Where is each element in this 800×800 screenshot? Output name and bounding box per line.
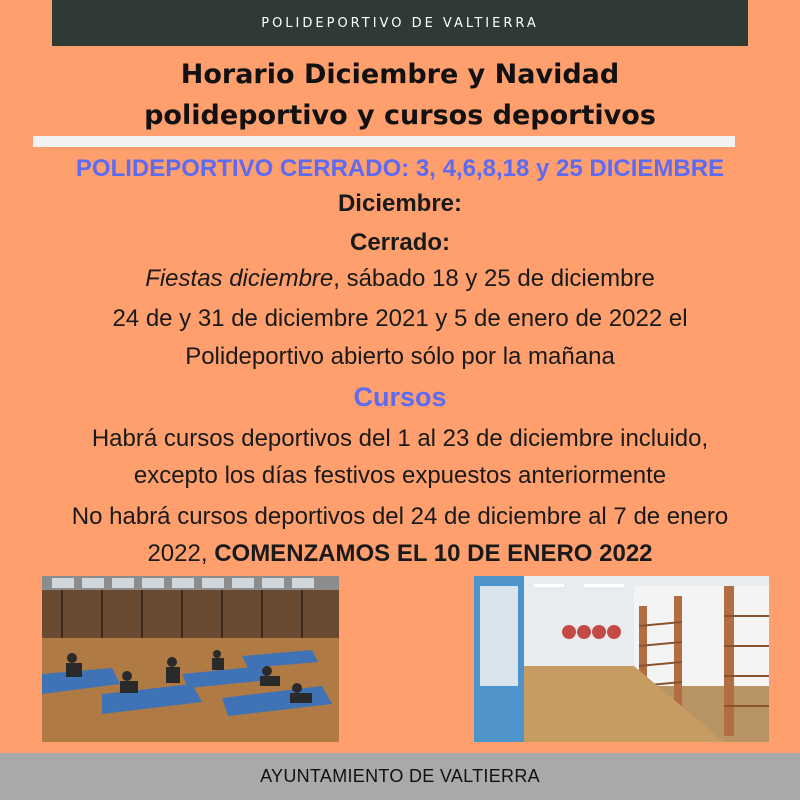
december-line-2: 24 de y 31 de diciembre 2021 y 5 de enero de 2022 el bbox=[112, 305, 688, 332]
courses-line-4 bbox=[0, 540, 800, 568]
courses-line-1: Habrá cursos deportivos del 1 al 23 de diciembre incluido, bbox=[91, 425, 709, 452]
courses-heading: Cursos bbox=[353, 382, 447, 412]
closed-notice: POLIDEPORTIVO CERRADO: 3, 4,6,8,18 y 25 DICIEMBRE bbox=[75, 155, 725, 182]
title-line-1: Horario Diciembre y Navidad bbox=[180, 59, 620, 90]
title-line-2: polideportivo y cursos deportivos bbox=[144, 100, 656, 131]
fiestas-italic: Fiestas diciembre bbox=[145, 265, 334, 292]
page-title bbox=[0, 54, 800, 136]
footer-bar bbox=[0, 753, 800, 800]
header-bar bbox=[52, 0, 748, 46]
december-heading: Diciembre: bbox=[337, 190, 463, 217]
fiestas-rest: , sábado 18 y 25 de diciembre bbox=[333, 265, 655, 292]
gym-room-photo bbox=[474, 576, 769, 742]
courses-line-2: excepto los días festivos expuestos anteriormente bbox=[133, 462, 667, 489]
header-label: POLIDEPORTIVO DE VALTIERRA bbox=[261, 15, 539, 31]
courses-line-4-prefix: 2022, bbox=[147, 540, 215, 567]
december-line-3: Polideportivo abierto sólo por la mañana bbox=[185, 343, 615, 370]
closed-heading: Cerrado: bbox=[349, 229, 451, 256]
title-divider bbox=[33, 136, 735, 147]
gym-class-photo bbox=[42, 576, 339, 742]
fiestas-line bbox=[0, 265, 800, 293]
footer-label: AYUNTAMIENTO DE VALTIERRA bbox=[260, 766, 540, 786]
courses-start-date: COMENZAMOS EL 10 DE ENERO 2022 bbox=[214, 540, 653, 567]
courses-line-3: No habrá cursos deportivos del 24 de diciembre al 7 de enero bbox=[71, 503, 729, 530]
